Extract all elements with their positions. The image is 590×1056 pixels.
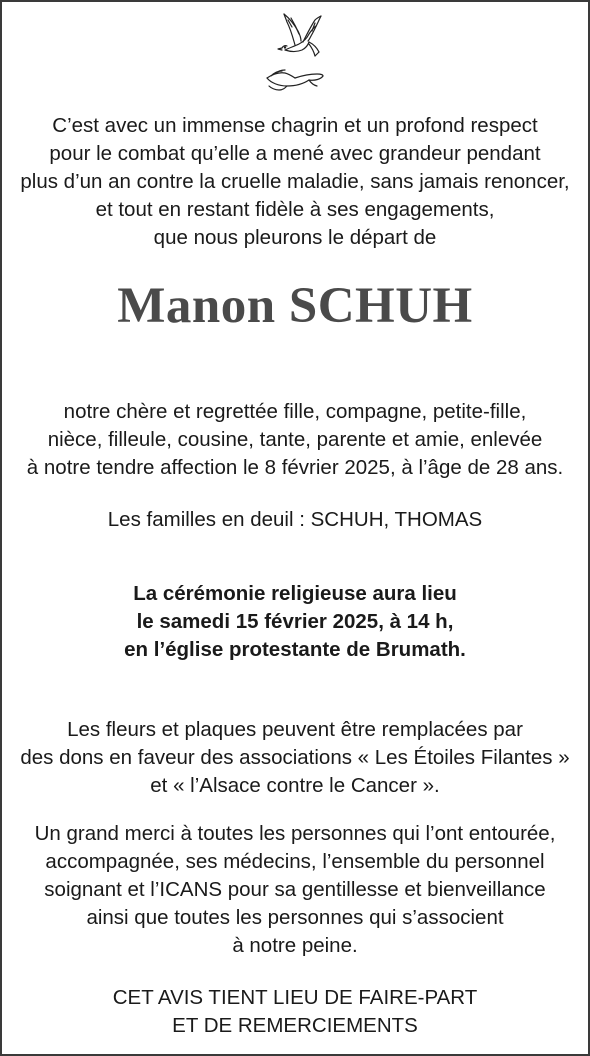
thanks-paragraph bbox=[0, 820, 590, 960]
intro-line: plus d’un an contre la cruelle maladie, sans jamais renoncer, bbox=[20, 170, 570, 193]
intro-paragraph bbox=[0, 112, 590, 252]
thanks-line: à notre peine. bbox=[232, 934, 358, 957]
intro-line: et tout en restant fidèle à ses engagements, bbox=[95, 198, 495, 221]
description-line: nièce, filleule, cousine, tante, parente et amie, enlevée bbox=[47, 428, 543, 451]
thanks-line: ainsi que toutes les personnes qui s’associent bbox=[86, 906, 504, 929]
intro-line: C’est avec un immense chagrin et un profond respect bbox=[52, 114, 538, 137]
families-paragraph bbox=[0, 506, 590, 534]
ceremony-paragraph bbox=[0, 580, 590, 664]
ceremony-line: en l’église protestante de Brumath. bbox=[124, 638, 466, 661]
thanks-line: soignant et l’ICANS pour sa gentillesse et bienveillance bbox=[44, 878, 546, 901]
description-line: notre chère et regrettée fille, compagne, petite-fille, bbox=[63, 400, 527, 423]
closing-line: ET DE REMERCIEMENTS bbox=[172, 1014, 418, 1037]
intro-line: pour le combat qu’elle a mené avec grandeur pendant bbox=[49, 142, 541, 165]
deceased-name: Manon SCHUH bbox=[117, 278, 473, 334]
donations-paragraph bbox=[0, 716, 590, 800]
donations-line: et « l’Alsace contre le Cancer ». bbox=[150, 774, 440, 797]
intro-line: que nous pleurons le départ de bbox=[153, 226, 437, 249]
closing-paragraph bbox=[0, 984, 590, 1040]
thanks-line: Un grand merci à toutes les personnes qui l’ont entourée, bbox=[34, 822, 556, 845]
families-line: Les familles en deuil : SCHUH, THOMAS bbox=[107, 508, 483, 531]
description-line: à notre tendre affection le 8 février 2025, à l’âge de 28 ans. bbox=[26, 456, 564, 479]
donations-line: des dons en faveur des associations « Les Étoiles Filantes » bbox=[20, 746, 570, 769]
donations-line: Les fleurs et plaques peuvent être remplacées par bbox=[67, 718, 523, 741]
closing-line: CET AVIS TIENT LIEU DE FAIRE-PART bbox=[112, 986, 478, 1009]
description-paragraph bbox=[0, 398, 590, 482]
ceremony-line: La cérémonie religieuse aura lieu bbox=[133, 582, 457, 605]
thanks-line: accompagnée, ses médecins, l’ensemble du personnel bbox=[45, 850, 545, 873]
ceremony-line: le samedi 15 février 2025, à 14 h, bbox=[136, 610, 454, 633]
dove-over-hands-icon bbox=[255, 4, 335, 96]
